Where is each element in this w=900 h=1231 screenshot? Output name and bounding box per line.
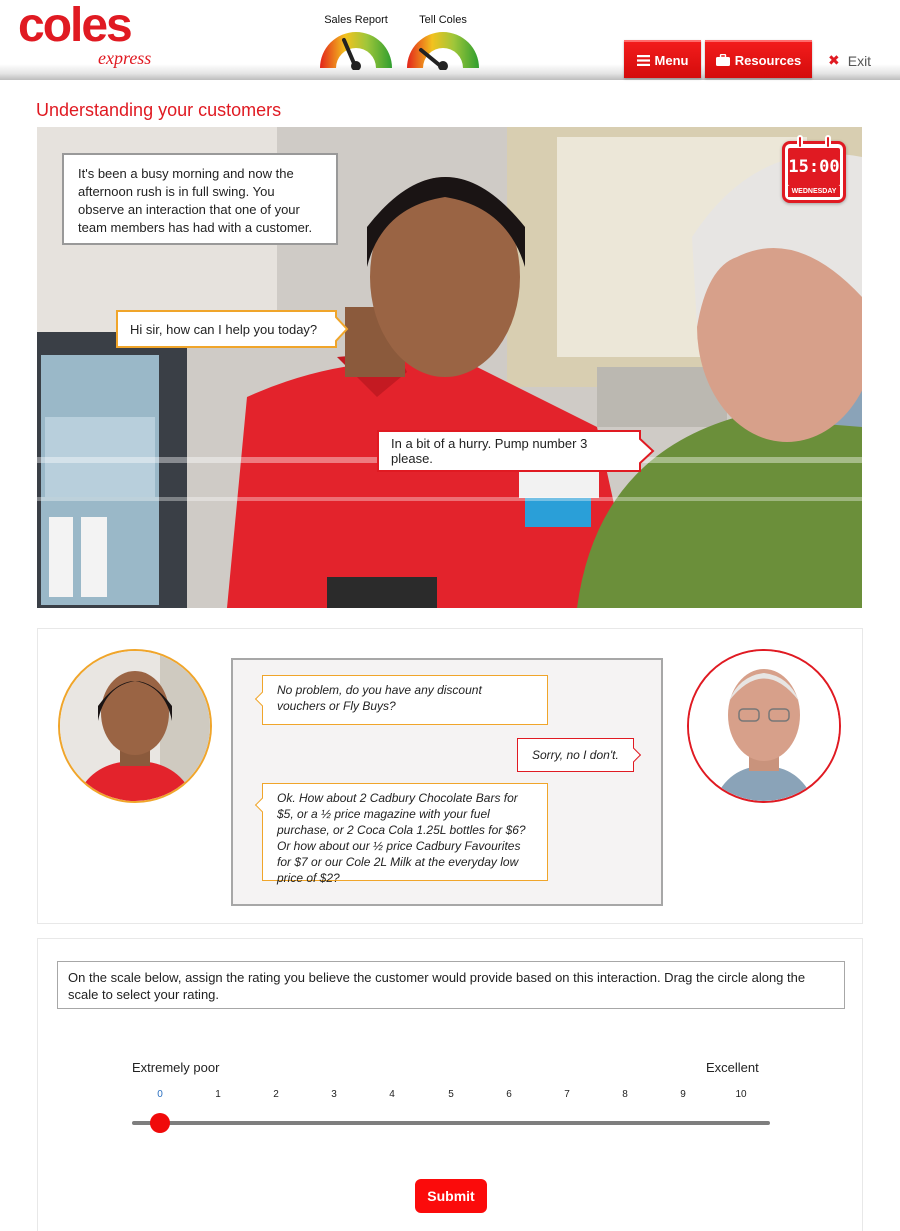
scale-high-label: Excellent bbox=[706, 1060, 759, 1075]
scale-tick[interactable]: 1 bbox=[215, 1089, 221, 1100]
menu-label: Menu bbox=[654, 52, 689, 68]
logo-main-text: coles bbox=[18, 0, 131, 52]
rating-slider-track[interactable] bbox=[132, 1121, 770, 1125]
message-text: Ok. How about 2 Cadbury Chocolate Bars for $5, or a ½ price magazine with your fuel purchase, or 2 Coca Cola 1.25L bottles for $6? Or how about our ½ price Cadbury Favourites for $7 or our Cole 2L Milk at the everyday low price of $2? bbox=[277, 791, 526, 885]
speech-tail-icon bbox=[639, 436, 655, 466]
scale-tick[interactable]: 2 bbox=[273, 1089, 279, 1100]
speech-tail-icon bbox=[335, 314, 349, 344]
logo-sub-text: express bbox=[98, 48, 152, 68]
scale-tick[interactable]: 8 bbox=[622, 1089, 628, 1100]
calendar-icon bbox=[782, 141, 846, 203]
page-title: Understanding your customers bbox=[36, 100, 282, 120]
scale-tick[interactable]: 7 bbox=[564, 1089, 570, 1100]
scale-tick[interactable]: 5 bbox=[448, 1089, 454, 1100]
exit-label: Exit bbox=[847, 52, 872, 69]
close-icon: ✖ bbox=[828, 52, 840, 68]
staff-speech-bubble bbox=[116, 310, 337, 348]
customer-speech-bubble bbox=[377, 430, 641, 472]
scale-tick[interactable]: 9 bbox=[680, 1089, 686, 1100]
rating-slider-handle[interactable] bbox=[150, 1113, 170, 1133]
submit-button[interactable]: Submit bbox=[415, 1179, 487, 1213]
staff-avatar bbox=[58, 649, 212, 803]
sales-report-label: Sales Report bbox=[324, 14, 388, 26]
gauge-icon bbox=[405, 30, 481, 70]
resources-button[interactable] bbox=[705, 40, 812, 78]
tell-coles-gauge[interactable] bbox=[404, 14, 482, 70]
scale-tick[interactable]: 0 bbox=[157, 1089, 163, 1100]
scale-tick[interactable]: 10 bbox=[735, 1089, 747, 1100]
conversation-box bbox=[231, 658, 663, 906]
narration-box: It's been a busy morning and now the afternoon rush is in full swing. You observe an interaction that one of your team members has had with a customer. bbox=[62, 153, 338, 245]
scale-low-label: Extremely poor bbox=[132, 1060, 220, 1075]
scenario-scene bbox=[37, 127, 862, 608]
calendar-ring bbox=[797, 135, 803, 149]
scale-tick[interactable]: 4 bbox=[389, 1089, 395, 1100]
customer-message bbox=[517, 738, 634, 772]
calendar-time: 15:00 bbox=[788, 148, 840, 186]
rating-instructions: On the scale below, assign the rating you believe the customer would provide based on this interaction. Drag the circle along the scale to select your rating. bbox=[57, 961, 845, 1009]
resources-label: Resources bbox=[734, 52, 802, 68]
customer-speech-text: In a bit of a hurry. Pump number 3 please. bbox=[391, 436, 588, 466]
staff-message bbox=[262, 783, 548, 885]
tell-coles-label: Tell Coles bbox=[419, 14, 467, 26]
calendar-ring bbox=[825, 135, 831, 149]
exit-button[interactable] bbox=[828, 52, 871, 69]
message-text: Sorry, no I don't. bbox=[532, 748, 619, 762]
briefcase-icon bbox=[716, 54, 730, 66]
dialogue-panel bbox=[37, 628, 863, 924]
hamburger-icon bbox=[637, 55, 650, 66]
scale-tick[interactable]: 6 bbox=[506, 1089, 512, 1100]
calendar-day: WEDNESDAY bbox=[788, 186, 840, 197]
menu-button[interactable] bbox=[624, 40, 701, 78]
sales-report-gauge[interactable] bbox=[317, 14, 395, 70]
scale-tick[interactable]: 3 bbox=[331, 1089, 337, 1100]
message-text: No problem, do you have any discount vouchers or Fly Buys? bbox=[277, 683, 482, 713]
gauge-icon bbox=[318, 30, 394, 70]
customer-avatar bbox=[687, 649, 841, 803]
staff-speech-text: Hi sir, how can I help you today? bbox=[130, 321, 318, 337]
staff-message bbox=[262, 675, 548, 725]
coles-express-logo[interactable] bbox=[18, 0, 168, 72]
top-bar bbox=[0, 0, 900, 80]
rating-panel bbox=[37, 938, 863, 1231]
